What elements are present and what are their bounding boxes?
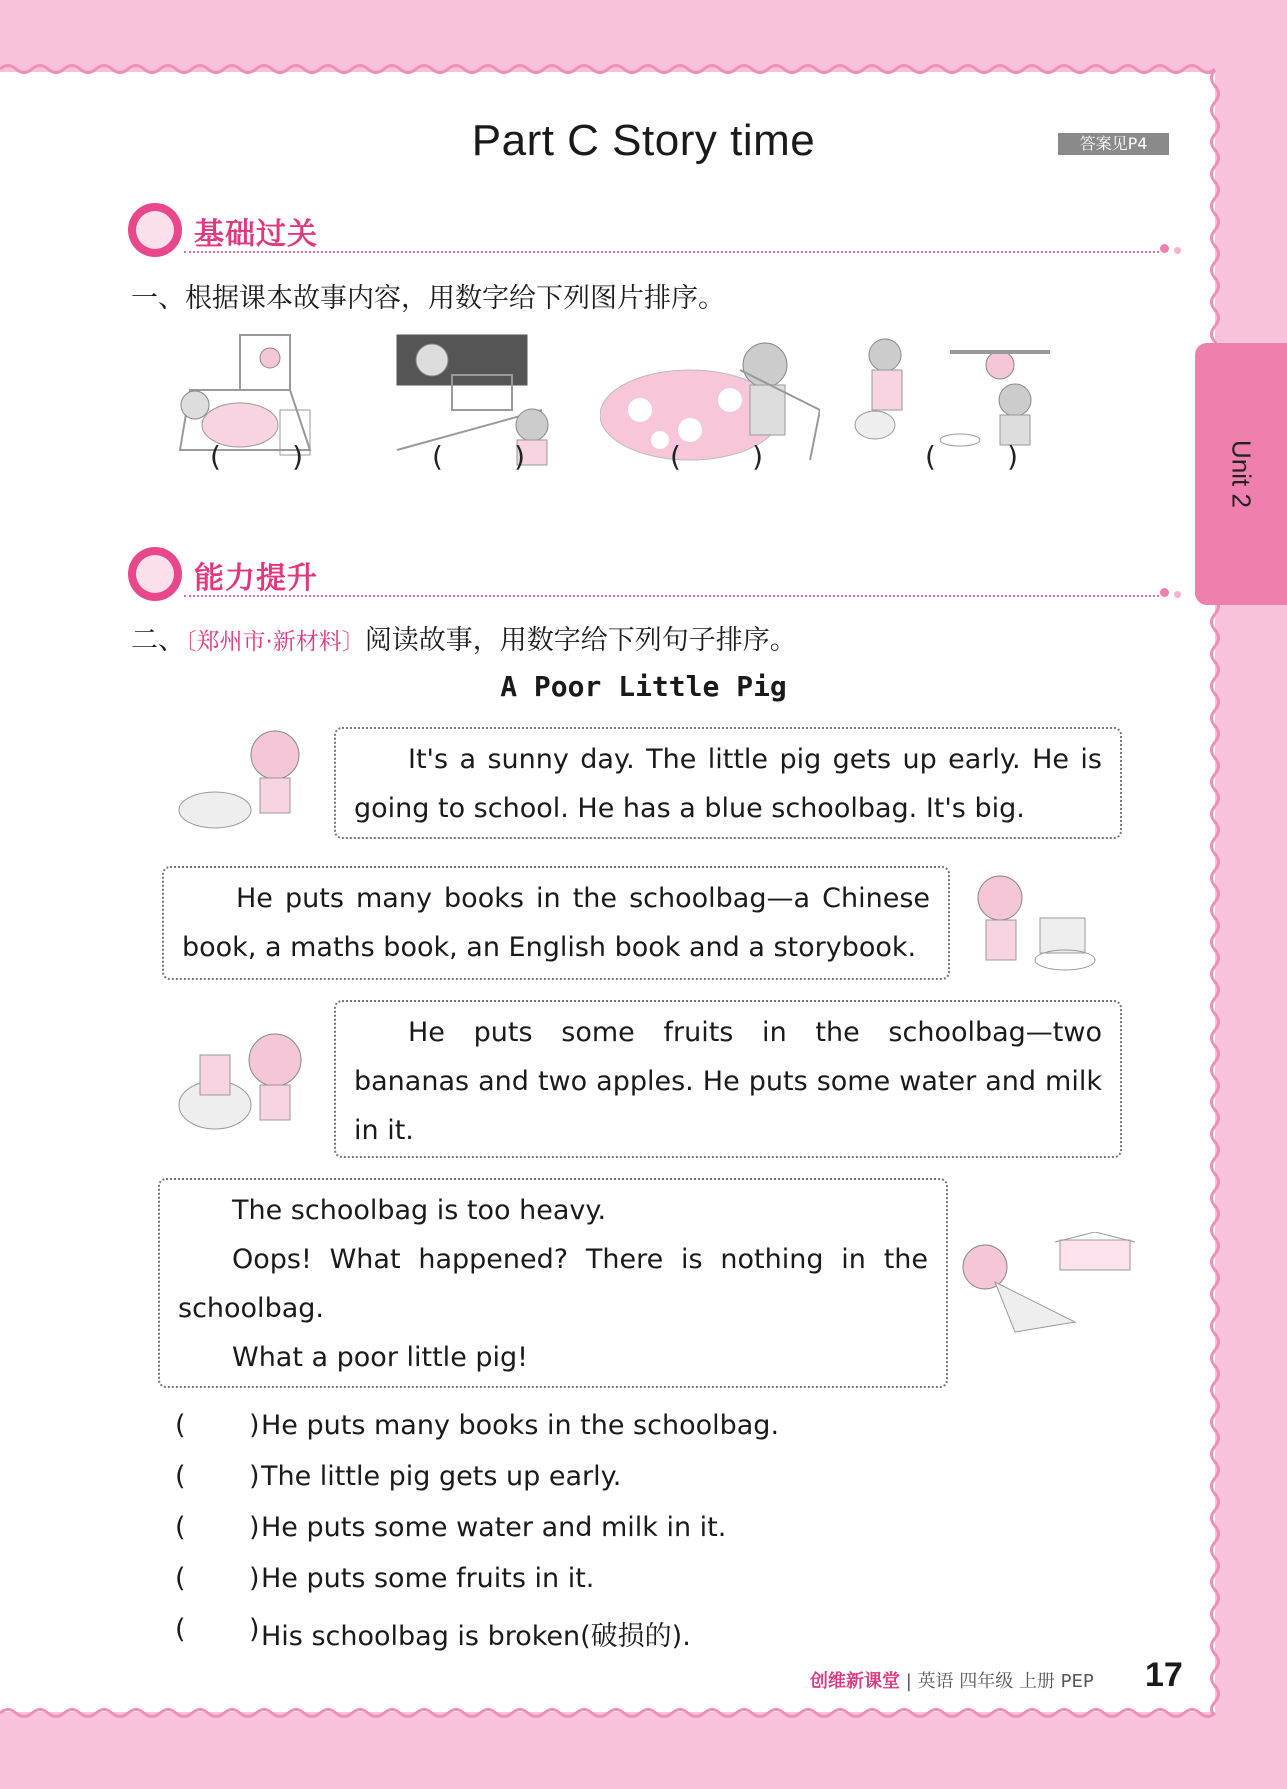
section-header-advanced xyxy=(128,547,1173,603)
story-paragraph-3 xyxy=(334,1000,1122,1158)
answer-reference-tag: 答案见P4 xyxy=(1058,133,1169,155)
story-pictures xyxy=(170,330,1090,480)
question-source: 〔郑州市·新材料〕 xyxy=(185,629,365,655)
option-item xyxy=(175,1504,1075,1555)
page-title: Part C Story time xyxy=(471,116,816,165)
story-text: It's a sunny day. The little pig gets up early. He is going to school. He has a blue schoolbag. It's big. xyxy=(354,744,1102,824)
pig-illustration xyxy=(175,1015,315,1140)
pig-illustration xyxy=(970,868,1110,978)
wavy-border-top xyxy=(0,62,1215,76)
page-number: 17 xyxy=(1145,1656,1183,1694)
pig-illustration xyxy=(175,720,315,840)
option-text: His schoolbag is broken(破损的). xyxy=(261,1621,691,1652)
section-label: 能力提升 xyxy=(194,561,318,596)
divider-dot xyxy=(1160,588,1169,597)
story-text: He puts some fruits in the schoolbag—two bananas and two apples. He puts some water and milk in it. xyxy=(354,1017,1102,1146)
option-text: He puts some water and milk in it. xyxy=(261,1512,727,1543)
story-paragraph-2 xyxy=(162,866,950,980)
divider-dot xyxy=(1160,244,1169,253)
story-text: Oops! What happened? There is nothing in the schoolbag. xyxy=(178,1244,928,1324)
footer-brand: 创维新课堂 xyxy=(810,1671,900,1692)
footer-info: | 英语 四年级 上册 PEP xyxy=(905,1671,1094,1692)
story-paragraph-4 xyxy=(158,1178,948,1388)
story-text: What a poor little pig! xyxy=(232,1342,528,1373)
story-text: The schoolbag is too heavy. xyxy=(232,1195,607,1226)
option-item xyxy=(175,1453,1075,1504)
answer-blank-close: ) xyxy=(249,1614,260,1645)
unit-tab-label: Unit 2 xyxy=(1226,440,1257,508)
answer-blank-open[interactable]: ( xyxy=(175,1512,186,1543)
dotted-divider xyxy=(184,251,1159,253)
picture-blank-1[interactable]: ( ) xyxy=(210,440,304,473)
ordering-options xyxy=(175,1402,1075,1657)
question-text: 阅读故事，用数字给下列句子排序。 xyxy=(364,625,797,656)
question-1: 一、根据课本故事内容，用数字给下列图片排序。 xyxy=(131,283,725,314)
wavy-border-bottom xyxy=(0,1706,1215,1720)
section-label: 基础过关 xyxy=(194,217,318,252)
picture-blank-3[interactable]: ( ) xyxy=(670,440,764,473)
question-prefix: 二、 xyxy=(131,625,185,656)
dotted-divider xyxy=(184,595,1159,597)
divider-dot xyxy=(1174,591,1181,598)
answer-blank-open[interactable]: ( xyxy=(175,1614,186,1645)
question-2 xyxy=(131,618,797,657)
option-item xyxy=(175,1402,1075,1453)
option-item xyxy=(175,1555,1075,1606)
option-text: He puts some fruits in it. xyxy=(261,1563,595,1594)
answer-blank-open[interactable]: ( xyxy=(175,1410,186,1441)
pig-badge-icon xyxy=(128,547,182,601)
story-paragraph-1 xyxy=(334,727,1122,839)
story-text: He puts many books in the schoolbag—a Chinese book, a maths book, an English book and a storybook. xyxy=(182,883,930,963)
option-item xyxy=(175,1606,1075,1657)
section-header-basic xyxy=(128,203,1173,259)
picture-blank-4[interactable]: ( ) xyxy=(925,440,1019,473)
picture-blank-2[interactable]: ( ) xyxy=(432,440,526,473)
pig-illustration xyxy=(955,1232,1135,1337)
answer-blank-close: ) xyxy=(249,1563,260,1594)
option-text: The little pig gets up early. xyxy=(261,1461,622,1492)
unit-tab[interactable] xyxy=(1195,343,1287,605)
page-footer xyxy=(810,1667,1094,1693)
answer-blank-close: ) xyxy=(249,1461,260,1492)
divider-dot xyxy=(1174,247,1181,254)
option-text: He puts many books in the schoolbag. xyxy=(261,1410,780,1441)
pig-badge-icon xyxy=(128,203,182,257)
wavy-border-right xyxy=(1208,70,1222,1715)
answer-blank-open[interactable]: ( xyxy=(175,1563,186,1594)
answer-blank-close: ) xyxy=(249,1512,260,1543)
answer-blank-open[interactable]: ( xyxy=(175,1461,186,1492)
answer-blank-close: ) xyxy=(249,1410,260,1441)
story-title: A Poor Little Pig xyxy=(500,670,787,703)
